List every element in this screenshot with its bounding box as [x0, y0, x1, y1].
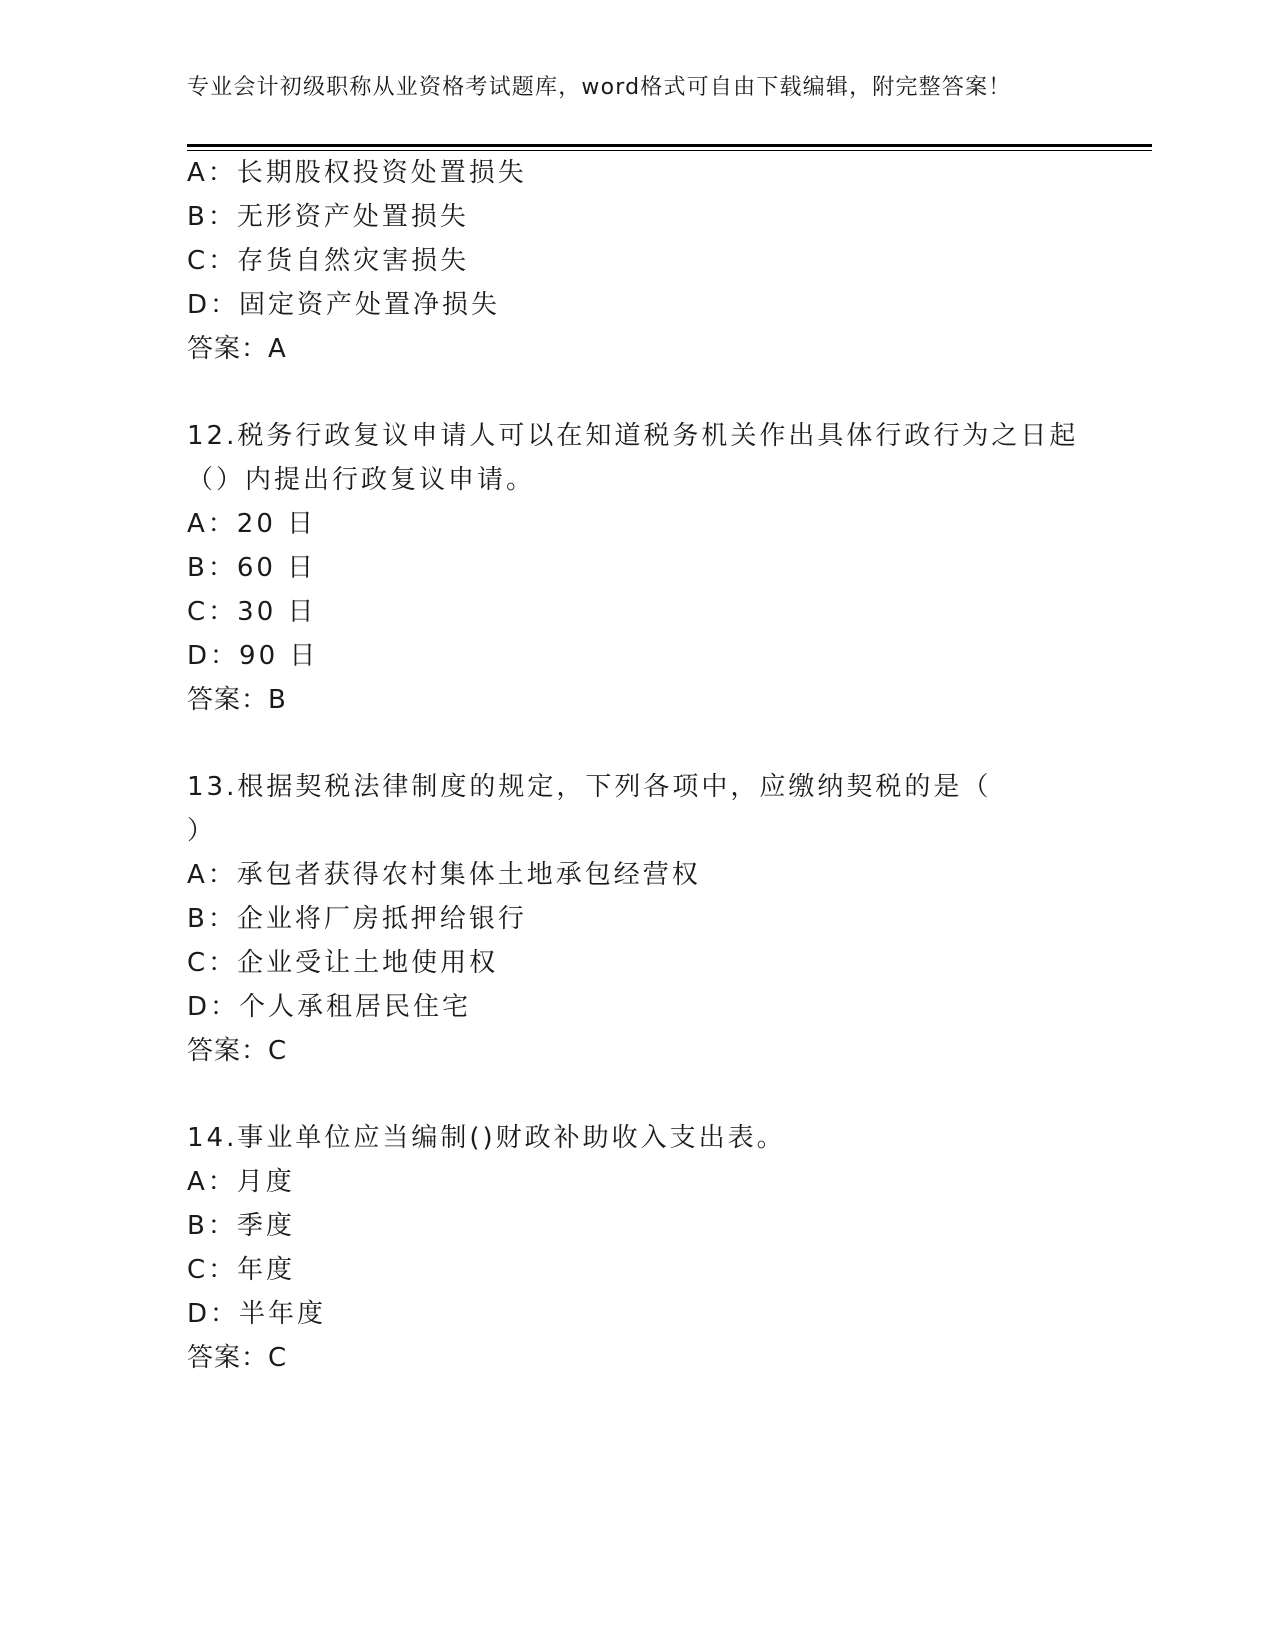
- q14-option-a: A：月度: [187, 1167, 295, 1197]
- q13-stem-line2: ）: [187, 816, 217, 846]
- q14-answer: 答案：C: [187, 1343, 288, 1373]
- header-rule-thin: [187, 150, 1152, 151]
- q13-option-d: D：个人承租居民住宅: [187, 992, 472, 1022]
- q12-option-b: B：60 日: [187, 553, 317, 583]
- q13-answer: 答案：C: [187, 1036, 288, 1066]
- q11-option-b: B：无形资产处置损失: [187, 202, 469, 232]
- q12-option-c: C：30 日: [187, 597, 317, 627]
- q12-stem-line1: 12.税务行政复议申请人可以在知道税务机关作出具体行政行为之日起: [187, 421, 1079, 451]
- q11-option-d: D：固定资产处置净损失: [187, 290, 501, 320]
- q14-option-d: D：半年度: [187, 1299, 327, 1329]
- q13-option-a: A：承包者获得农村集体土地承包经营权: [187, 860, 701, 890]
- q14-option-b: B：季度: [187, 1211, 295, 1241]
- q12-answer: 答案：B: [187, 685, 287, 715]
- page-header: 专业会计初级职称从业资格考试题库，word格式可自由下载编辑，附完整答案！: [187, 75, 1012, 100]
- q12-stem-line2: （）内提出行政复议申请。: [187, 465, 536, 495]
- q14-option-c: C：年度: [187, 1255, 296, 1285]
- q12-option-a: A：20 日: [187, 509, 317, 539]
- q13-option-b: B：企业将厂房抵押给银行: [187, 904, 527, 934]
- q13-stem-line1: 13.根据契税法律制度的规定，下列各项中，应缴纳契税的是（: [187, 772, 992, 802]
- q12-option-d: D：90 日: [187, 641, 319, 671]
- q13-option-c: C：企业受让土地使用权: [187, 948, 499, 978]
- header-rule-thick: [187, 144, 1152, 147]
- q14-stem-line1: 14.事业单位应当编制()财政补助收入支出表。: [187, 1123, 786, 1153]
- q11-option-a: A：长期股权投资处置损失: [187, 158, 527, 188]
- q11-option-c: C：存货自然灾害损失: [187, 246, 470, 276]
- q11-answer: 答案：A: [187, 334, 287, 364]
